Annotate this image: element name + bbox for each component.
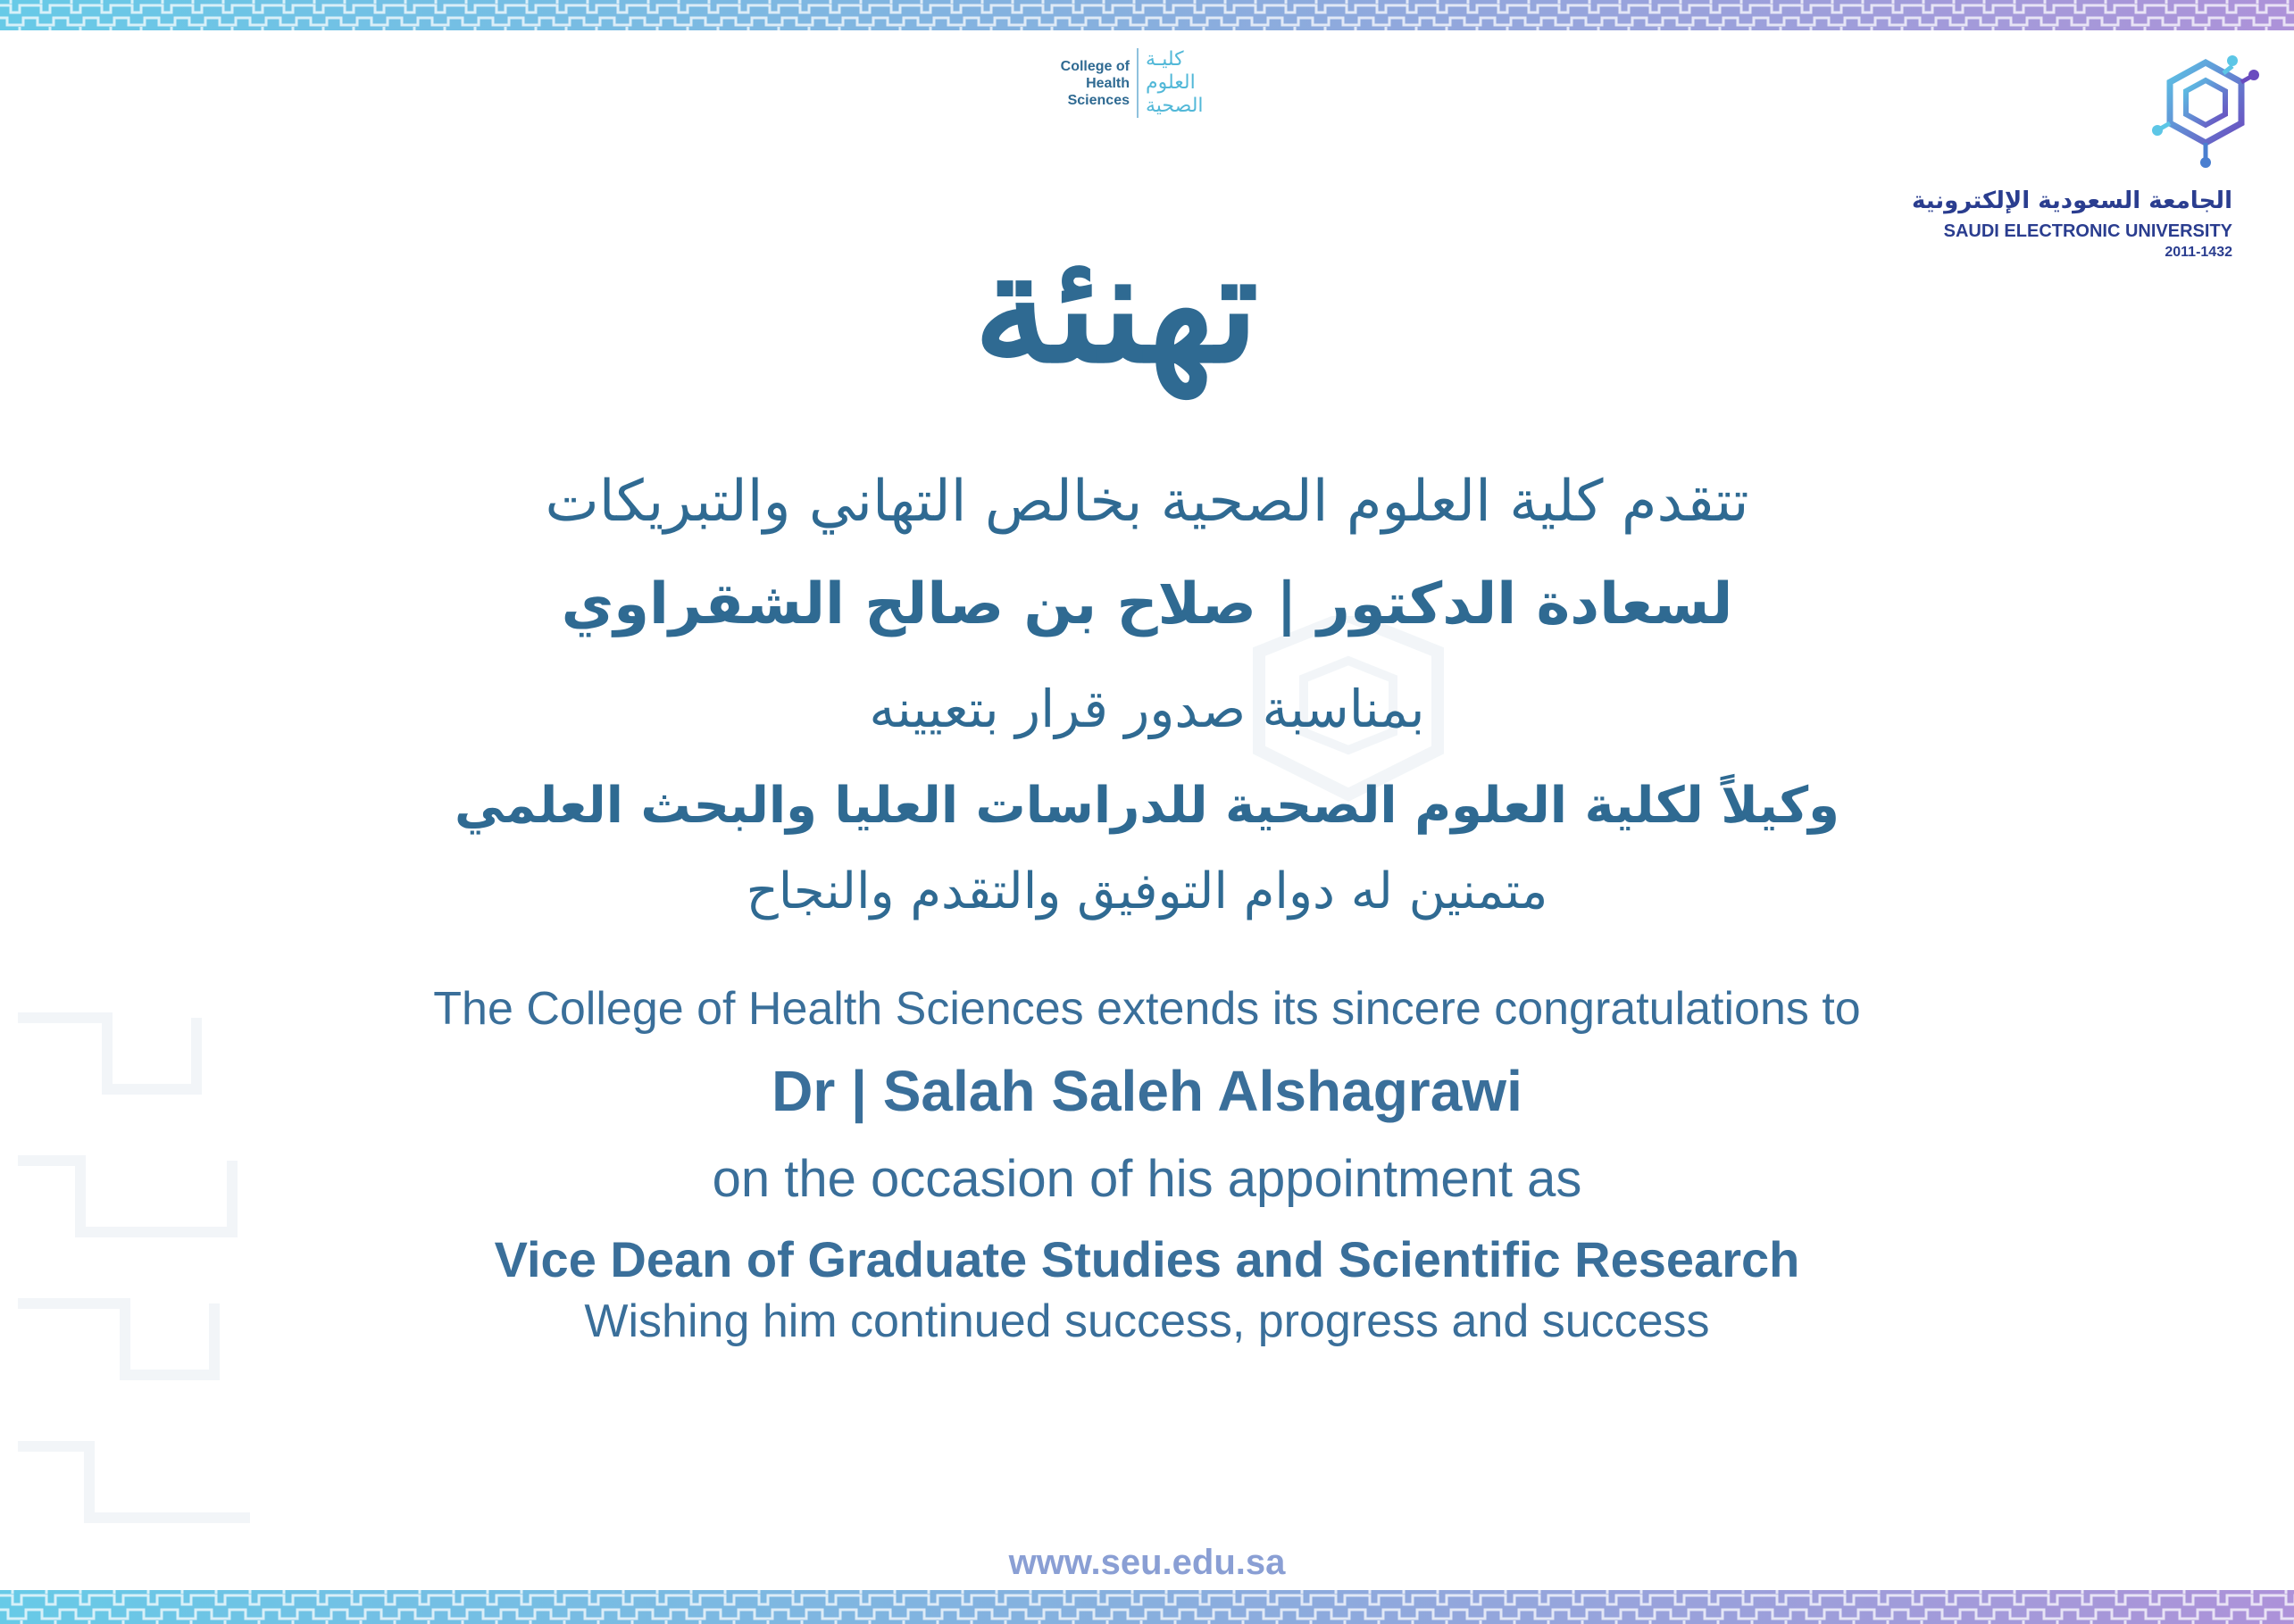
college-logo-divider — [1137, 48, 1139, 118]
university-name-arabic: الجامعة السعودية الإلكترونية — [1911, 187, 2232, 214]
university-founding-years: 2011-1432 — [2165, 245, 2232, 260]
arabic-occasion-line: بمناسبة صدور قرار بتعيينه — [869, 679, 1425, 739]
arabic-wishes-line: متمنين له دوام التوفيق والتقدم والنجاح — [746, 862, 1548, 920]
university-logo — [1893, 54, 2268, 277]
university-name-english: SAUDI ELECTRONIC UNIVERSITY — [1943, 221, 2232, 241]
university-emblem-icon — [2152, 54, 2259, 170]
arabic-intro-line: تتقدم كلية العلوم الصحية بخالص التهاني والتبريكات — [545, 469, 1749, 535]
college-logo-arabic: كليـة العلوم الصحية — [1146, 48, 1204, 117]
arabic-position-line: وكيلاً لكلية العلوم الصحية للدراسات العليا والبحث العلمي — [455, 777, 1839, 835]
english-intro-line: The College of Health Sciences extends its sincere congratulations to — [433, 983, 1861, 1035]
arabic-name-line: لسعادة الدكتور | صلاح بن صالح الشقراوي — [561, 571, 1733, 637]
english-wishes-line: Wishing him continued success, progress and success — [584, 1295, 1710, 1347]
college-logo-english: College of Health Sciences — [1060, 58, 1130, 108]
congratulations-calligraphy-heading: تهنئة — [973, 219, 1259, 397]
english-name-line: Dr | Salah Saleh Alshagrawi — [772, 1059, 1522, 1123]
bottom-pattern-band — [0, 1590, 2294, 1624]
top-pattern-band — [0, 0, 2294, 30]
english-position-line: Vice Dean of Graduate Studies and Scientific Research — [494, 1231, 1800, 1287]
english-occasion-line: on the occasion of his appointment as — [712, 1150, 1582, 1208]
college-logo — [1058, 46, 1237, 120]
website-url: www.seu.edu.sa — [1008, 1543, 1286, 1582]
